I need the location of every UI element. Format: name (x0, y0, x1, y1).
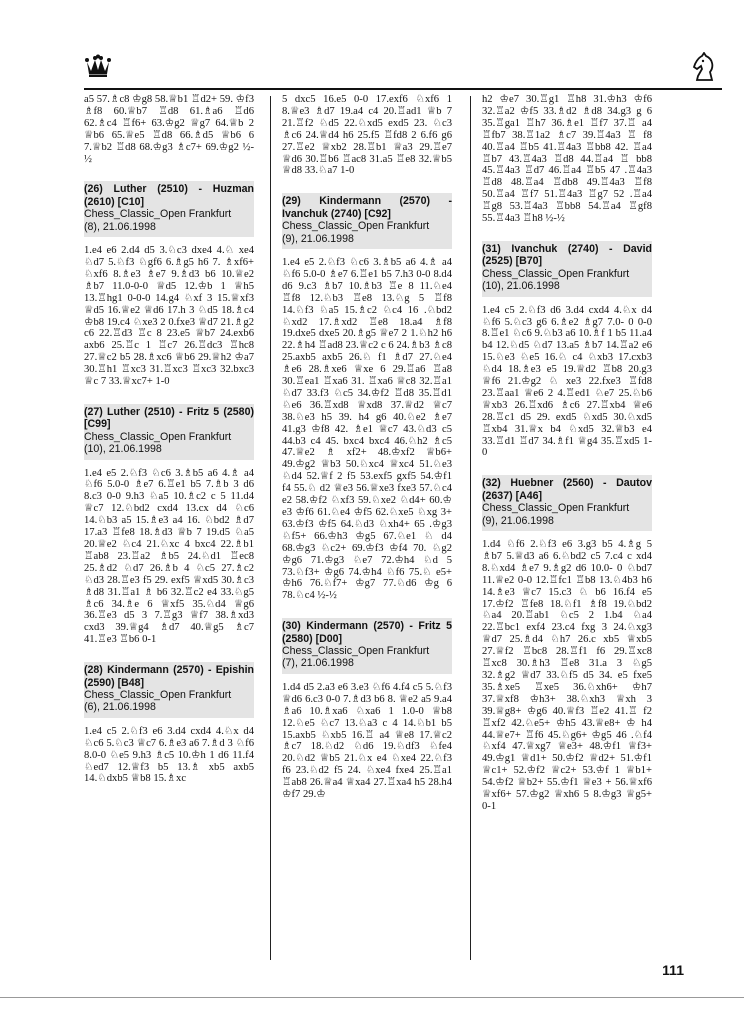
game-header (84, 181, 254, 237)
game-header (482, 475, 652, 531)
game-round-date: (9), 21.06.1998 (282, 232, 354, 245)
moves-text: 1.e4 e5 2.♘f3 ♘c6 3.♗b5 a6 4.♗ a4 ♘f6 5.0-0 ♗e7 6.♖e1 b5 7.h3 0-0 8.d4 d6 9.c3 ♗b7 10.♗b3 ♖e 8 11.♘e4 ♖f8 12.♘b3 ♖e8 13.♘g 5 ♖f8 14.♘f3 ♘a5 15.♗c2 ♘c4 16 .♘bd2 ♘xd2 17.♗xd2 ♖e8 18.a4 ♗f8 19.dxe5 dxe5 20.♗g5 ♕e7 2 1.♘h2 h6 22.♗h4 ♖ad8 23.♕c2 c 6 24.♗b3 ♗c8 25.axb5 axb5 26.♘ f1 ♗d7 27.♘e4 ♗e6 28.♗xe6 ♕xe 6 29.♖a6 ♖a8 30.♖ea1 ♖xa6 31. ♖xa6 ♕c8 32.♖a1 ♘d7 33.f3 ♘c5 34.♔f2 ♖d8 35.♖d1 ♘e6 36.♖xd8 ♕xd8 37.♕d2 ♕c7 38.♘e3 h5 39. h4 g6 40.♘e2 ♗e7 41.g3 ♔f8 42. ♗e1 ♕c7 43.♘d3 c5 44.b3 c4 45. bxc4 bxc4 46.♘h2 ♗c5 47.♕e2 ♗ xf2+ 48.♔xf2 ♕b6+ 49.♔g2 ♕b3 50.♘xc4 ♕xc4 51.♘e3 ♘d4 52.♕f 2 f5 53.exf5 gxf5 54.♔f1 f4 55.♘ d2 ♕e3 56.♕xe3 fxe3 57.♘c4 e2 58.♔f2 ♘xf3 59.♘xe2 ♘d4+ 60.♔ e3 ♔f6 61.♘e4 ♔f5 62.♘xe5 ♘xg 3+ 63.♔f3 ♔f5 64.♘d3 ♘xh4+ 65 .♔g3 ♘f5+ 66.♔h3 ♔g5 67.♘e1 ♘ d4 68.♔g3 ♘c2+ 69.♔f3 ♔f4 70. ♘g2 ♔g6 71.♔g3 ♘e7 72.♔h4 ♘d 5 73.♘f3+ ♔g6 74.♔h4 ♘f6 75.♘ e5+ ♔h6 76.♘f7+ ♔g7 77.♘d6 ♔g 6 78.♘c4 ½-½ (282, 256, 452, 602)
game-title: (27) Luther (2510) - Fritz 5 (2580) [C99] (84, 405, 254, 431)
game-continuation (84, 94, 254, 165)
moves-text: 1.e4 e5 2.♘f3 ♘c6 3.♗b5 a6 4.♗ a4 ♘f6 5.0-0 ♗e7 6.♖e1 b5 7.♗b 3 d6 8.c3 0-0 9.h3 ♘a5 10.♗c2 c 5 11.d4 ♕c7 12.♘bd2 cxd4 13.cx d4 ♘c6 14.♘b3 a5 15.♗e3 a4 16. ♘bd2 ♗d7 17.a3 ♖fe8 18.♗d3 ♕b 7 19.d5 ♘a5 20.♕e2 ♘c4 21.♘xc 4 bxc4 22.♗b1 ♖ab8 23.♖a2 ♗b5 24.♘d1 ♖ec8 25.♗d2 ♘d7 26.♗b 4 ♘c5 27.♗c2 ♘d3 28.♖e3 f5 29. exf5 ♕xd5 30.♗c3 ♗d8 31.♖a1 ♗ b6 32.♖c2 e4 33.♘g5 ♗c6 34.♗e 6 ♕xf5 35.♘d4 ♕g6 36.♖e3 d5 3 7.♖g3 ♕f7 38.♗xd3 cxd3 39.♕g4 ♗d7 40.♕g5 ♗c7 41.♖e3 ♖b6 0-1 (84, 467, 254, 646)
moves-text: 1.d4 ♘f6 2.♘f3 e6 3.g3 b5 4.♗g 5 ♗b7 5.♕d3 a6 6.♘bd2 c5 7.c4 c xd4 8.♘xd4 ♗e7 9.♗g2 d6 10.0- 0 ♘bd7 11.♕e2 0-0 12.♖fc1 ♖b8 13.♘4b3 h6 14.♗e3 ♕c7 15.c3 ♘ b6 16.f4 e5 17.♔f2 ♖fe8 18.♘f1 ♗f8 19.♘bd2 ♘a4 20.♖ab1 ♘c5 2 1.b4 ♘a4 22.♖bc1 exf4 23.c4 fxg 3 24.♘xg3 ♕d7 25.♗d4 ♘h7 26.c xb5 ♕xb5 27.♕f2 ♖bc8 28.♖f1 f6 29.♖xc8 ♖xc8 30.♗h3 ♖e8 31.a 3 ♘g5 32.♗g2 ♕d7 33.♘f5 d5 34. e5 fxe5 35.♗xe5 ♖xe5 36.♘xh6+ ♔h7 37.♕xf8 ♔h3+ 38.♘xh3 ♕xh 3 39.♕g8+ ♔g6 40.♕f3 ♖e2 41.♖ f2 ♖xf2 42.♘e5+ ♔h5 43.♕e8+ ♔ h4 44.♕e7+ ♖f6 45.♘g6+ ♔g5 46 .♘f4 ♘xf4 47.♕xg7 ♕e3+ 48.♔f1 ♕f3+ 49.♔g1 ♕d1+ 50.♔f2 ♕d2+ 51.♔f1 ♕c1+ 52.♔f2 ♕c2+ 53.♔f 1 ♕b1+ 54.♔f2 ♕b2+ 55.♔f1 ♕e3 + 56.♕xf6 ♕xf6+ 57.♔g2 ♕xh6 5 8.♔g3 ♕g5+ 0-1 (482, 539, 652, 812)
game-title: (32) Huebner (2560) - Dautov (2637) [A46] (482, 477, 652, 502)
game-event: Chess_Classic_Open Frankfurt (482, 502, 630, 515)
moves-text: 5 dxc5 16.e5 0-0 17.exf6 ♘xf6 1 8.♕e3 ♗d7 19.a4 c4 20.♖ad1 ♕b 7 21.♖f2 ♘d5 22.♘xd5 exd5 23. ♘c3 ♗c6 24.♕d4 h6 25.f5 ♖fd8 2 6.f6 g6 27.♖e2 ♕xb2 28.♖b1 ♕a3 29.♖e7 ♕d6 30.♖b6 ♖ac8 31.a5 ♖e8 32.♕b5 ♕d8 33.♘a7 1-0 (282, 94, 452, 177)
page-header (84, 46, 724, 86)
game-header (282, 193, 452, 249)
game-moves (84, 245, 254, 388)
moves-text: 1.e4 e6 2.d4 d5 3.♘c3 dxe4 4.♘ xe4 ♘d7 5.♘f3 ♘gf6 6.♗g5 h6 7. ♗xf6+ ♘xf6 8.♗e3 ♗e7 9.♗d3 b6 10.♕e2 ♗b7 11.0-0-0 ♕d5 12.♔b 1 ♕h5 13.♖hg1 0-0-0 14.g4 ♘xf 3 15.♕xf3 ♕d5 16.♕e2 ♕d6 17.h 3 ♘d5 18.♗c4 ♔b8 19.c4 ♘xe3 2 0.fxe3 ♕d7 21.♗g2 c6 22.♖d3 ♖c 8 23.e5 ♕b7 24.exb6 axb6 25.♖c 1 ♖c7 26.♖dc3 ♖hc8 27.♕c2 b5 28.♗xc6 ♕b6 29.♕h2 ♔a7 30.♖h1 ♖xc3 31.♖xc3 ♖xc3 32.bxc3 ♕c 7 33.♕xc7+ 1-0 (84, 245, 254, 388)
moves-text: h2 ♔e7 30.♖g1 ♖h8 31.♔h3 ♔f6 32.♖a2 ♔f5 33.♗d2 ♗d8 34.g3 g 6 35.♖ga1 ♖h7 36.♗e1 ♖f7 37.♖ a4 ♖fb7 38.♖1a2 ♗c7 39.♖4a3 ♖ f8 40.♖a4 ♖b5 41.♖4a3 ♖bb8 42. ♖a4 ♖b7 43.♖4a3 ♖d8 44.♖a4 ♖ bb8 45.♖4a3 ♖d7 46.♖a4 ♖b5 47 .♖4a3 ♖d8 48.♖a4 ♖db8 49.♖4a3 ♖f8 50.♖a4 ♖f7 51.♖4a3 ♖g7 52 .♖a4 ♖g8 53.♖4a3 ♖bb8 54.♖a4 ♖gf8 55.♖4a3 ♖h8 ½-½ (482, 94, 652, 225)
game-moves (84, 468, 254, 647)
game-event: Chess_Classic_Open Frankfurt (282, 645, 430, 658)
game-event: Chess_Classic_Open Frankfurt (84, 208, 232, 221)
game-moves (84, 726, 254, 786)
game-event: Chess_Classic_Open Frankfurt (84, 430, 232, 443)
text-column-1 (84, 94, 254, 801)
game-event: Chess_Classic_Open Frankfurt (84, 688, 232, 701)
column-divider (270, 96, 271, 960)
game-round-date: (10), 21.06.1998 (84, 443, 162, 456)
game-header (84, 662, 254, 718)
text-column-2 (282, 94, 452, 817)
game-event: Chess_Classic_Open Frankfurt (282, 220, 430, 233)
game-moves (282, 257, 452, 602)
page-number: 111 (662, 962, 684, 978)
column-divider (470, 96, 471, 960)
game-round-date: (10), 21.06.1998 (482, 280, 560, 293)
game-continuation (282, 94, 452, 177)
game-event: Chess_Classic_Open Frankfurt (482, 267, 630, 280)
game-title: (29) Kindermann (2570) - Ivanchuk (2740) [C92] (282, 195, 452, 220)
game-moves (282, 682, 452, 801)
game-header (282, 618, 452, 674)
game-header (482, 241, 652, 297)
game-round-date: (8), 21.06.1998 (84, 220, 156, 233)
game-round-date: (7), 21.06.1998 (282, 657, 354, 670)
header-rule (84, 88, 722, 90)
moves-text: 1.d4 d5 2.a3 e6 3.e3 ♘f6 4.f4 c5 5.♘f3 ♕d6 6.c3 0-0 7.♗d3 b6 8. ♕e2 a5 9.a4 ♗a6 10.♗xa6 ♘xa6 1 1.0-0 ♕b8 12.♘e5 ♘c7 13.♘a3 c 4 14.♘b1 b5 15.axb5 ♘xb5 16.♖ a4 ♕e8 17.♕c2 ♗c7 18.♘d2 ♘d6 19.♘df3 ♘fe4 20.♘d2 ♕b5 21.♘x e4 ♘xe4 22.♘f3 f6 23.♘d2 f5 24. ♘xe4 fxe4 25.♖a1 ♖ab8 26.♕a4 ♕xa4 27.♖xa4 h5 28.h4 ♔f7 29.♔ (282, 681, 452, 801)
moves-text: 1.e4 c5 2.♘f3 e6 3.d4 cxd4 4.♘x d4 ♘c6 5.♘c3 ♕c7 6.♗e3 a6 7.♗d 3 ♘f6 8.0-0 ♘e5 9.h3 ♗c5 10.♔h 1 d6 11.f4 ♘ed7 12.♕f3 b5 13.♗ xb5 axb5 14.♘dxb5 ♕b8 15.♗xc (84, 725, 254, 785)
game-title: (26) Luther (2510) - Huzman (2610) [C10] (84, 183, 254, 208)
game-moves (482, 305, 652, 460)
bottom-rule (0, 997, 744, 998)
knight-icon (690, 52, 718, 82)
game-title: (31) Ivanchuk (2740) - David (2525) [B70] (482, 242, 652, 268)
game-round-date: (9), 21.06.1998 (482, 514, 554, 527)
moves-text: 1.e4 c5 2.♘f3 d6 3.d4 cxd4 4.♘x d4 ♘f6 5.♘c3 g6 6.♗e2 ♗g7 7.0- 0 0-0 8.♖e1 ♘c6 9.♘b3 a6 10.♗f 1 b5 11.a4 b4 12.♘d5 ♘d7 13.a5 ♗b7 14.♖a2 e6 15.♘e3 ♘e5 16.♘ c4 ♘xb3 17.cxb3 ♘d4 18.♗e3 e5 19.♕d2 ♖b8 20.g3 ♕f6 21.♔g2 ♘ xe3 22.fxe3 ♖fd8 23.♖aa1 ♕e6 2 4.♖ed1 ♘e7 25.♘b6 ♕xb3 26.♖xd6 ♗c6 27.♖xb4 ♕e6 28.♖c1 d5 29. exd5 ♘xd5 30.♘xd5 ♖xb4 31.♕x b4 ♘xd5 32.♕b3 e4 33.♖d1 ♖d7 34.♗f1 ♕g4 35.♖xd5 1-0 (482, 304, 652, 459)
text-column-3 (482, 94, 652, 829)
game-title: (30) Kindermann (2570) - Fritz 5 (2580) [D00] (282, 620, 452, 645)
game-title: (28) Kindermann (2570) - Epishin (2590) [B48] (84, 664, 254, 689)
game-moves (482, 539, 652, 813)
moves-text: a5 57.♗c8 ♔g8 58.♕b1 ♖d2+ 59. ♔f3 ♗f8 60.♕b7 ♖d8 61.♗a6 ♖d6 62.♗c4 ♖f6+ 63.♔g2 ♕g7 64.♕b 2 ♕b6 65.♕e5 ♖d8 66.♗d5 ♕b6 6 7.♕b2 ♖d8 68.♔g3 ♗c7+ 69.♔g2 ½-½ (84, 94, 254, 165)
game-header (84, 404, 254, 460)
game-round-date: (6), 21.06.1998 (84, 701, 156, 714)
crown-icon (84, 54, 112, 78)
game-continuation (482, 94, 652, 225)
